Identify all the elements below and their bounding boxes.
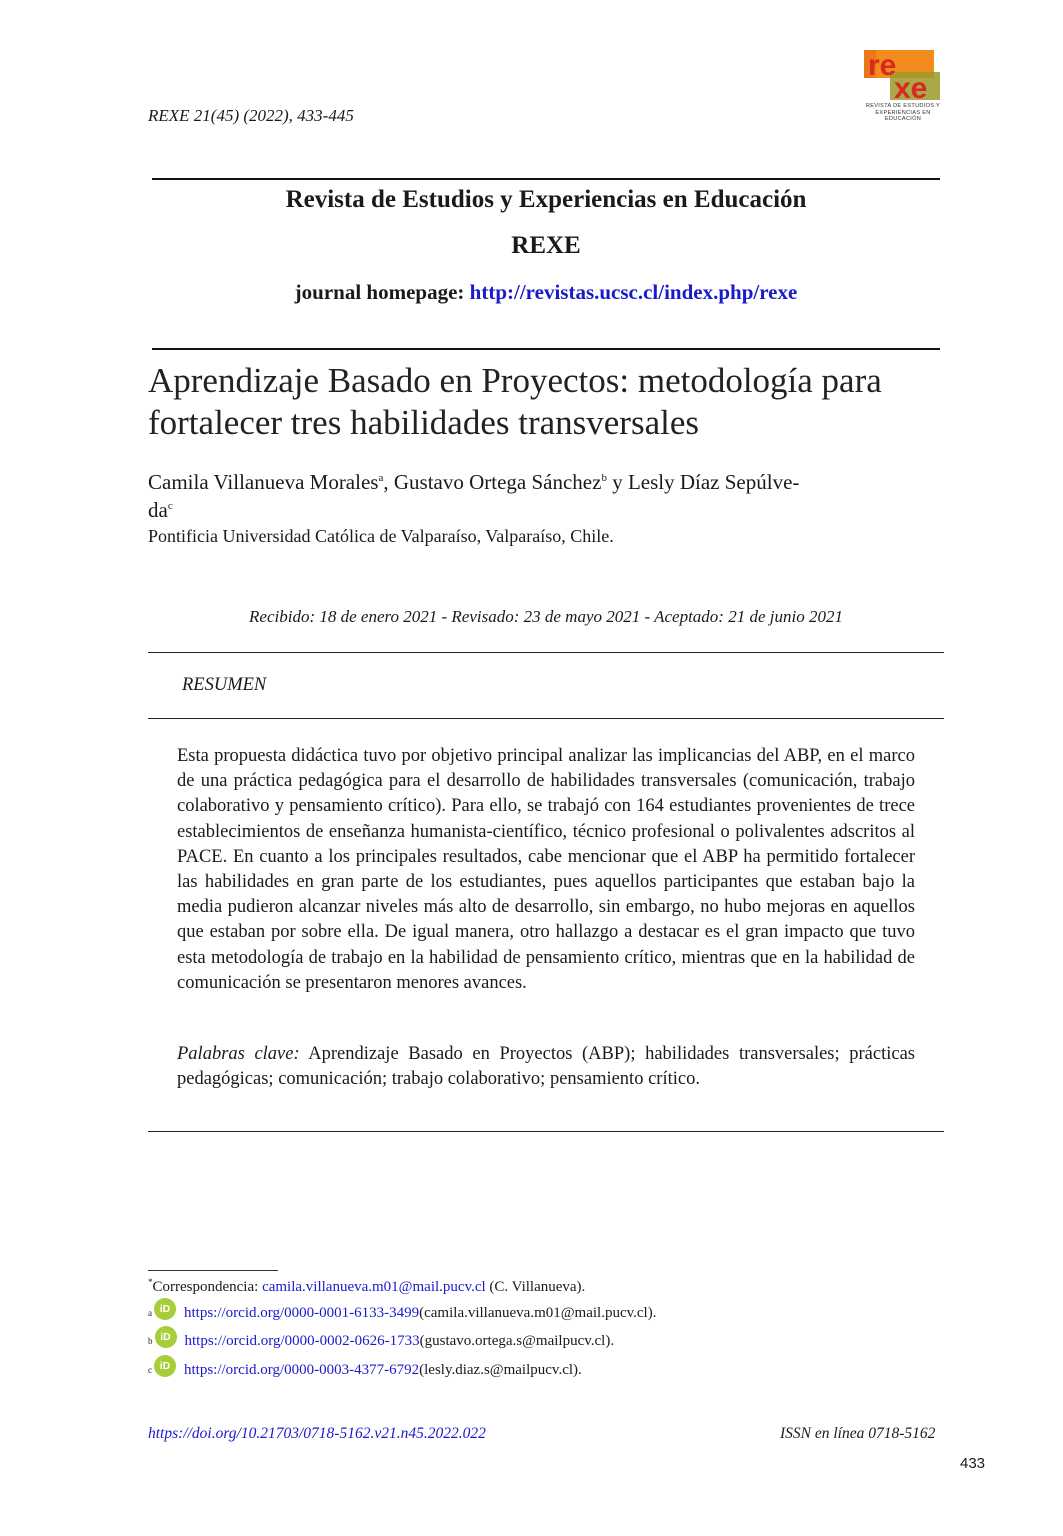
correspondence-email[interactable]: camila.villanueva.m01@mail.pucv.cl xyxy=(262,1279,486,1295)
author-1: Camila Villanueva Morales xyxy=(148,470,379,494)
journal-name: Revista de Estudios y Experiencias en Educación xyxy=(285,186,807,213)
keywords-label: Palabras clave: xyxy=(177,1044,300,1064)
correspondence-label: Correspondencia: xyxy=(152,1279,263,1295)
orcid-link-a[interactable]: https://orcid.org/0000-0001-6133-3499 xyxy=(184,1305,420,1321)
page-number: 433 xyxy=(960,1455,986,1472)
abstract-text: Esta propuesta didáctica tuvo por objetivo principal analizar las implicancias del ABP, en el marco de una práctica pedagógica para el desarrollo de habilidades transversales (comunicación, trabajo colaborativo y pensamiento crítico). Para ello, se trabajó con 164 estudiantes provenientes de trece establecimientos de enseñanza humanista-científico, técnico profesional o polivalentes adscritos al PACE. En cuanto a los principales resultados, cabe mencionar que el ABP ha permitido fortalecer las habilidades en gran parte de los estudiantes, pues aquellos participantes que estaban bajo la media pudieron alcanzar niveles más alto de desarrollo, sin embargo, no hubo mejoras en aquellos que estaban por sobre ella. De igual manera, otro hallazgo a destacar es el gran impacto que tuvo esta metodología de trabajo en la habilidad de pensamiento crítico, mientras que en la habilidad de comunicación se presentaron menores avances. xyxy=(177,746,915,993)
orcid-icon: iD xyxy=(155,1326,177,1348)
author-3: Lesly Díaz Sepúlve- xyxy=(627,470,800,494)
logo-letters-top: re xyxy=(868,49,897,82)
header-rule-bottom xyxy=(152,348,940,350)
rexe-logo xyxy=(858,48,948,120)
orcid-icon: iD xyxy=(154,1355,176,1377)
abstract-rule-bottom xyxy=(148,1131,944,1132)
issn: ISSN en línea 0718-5162 xyxy=(780,1425,936,1442)
orcid-note-a xyxy=(148,1302,656,1324)
abstract-heading: RESUMEN xyxy=(182,675,267,695)
correspondence-name: (C. Villanueva). xyxy=(485,1279,586,1295)
keywords-list: Aprendizaje Basado en Proyectos (ABP); habilidades transversales; prácticas pedagógicas; comunicación; trabajo colaborativo; pensamiento crítico. xyxy=(177,1044,916,1090)
logo-subtitle: REVISTA DE ESTUDIOS Y EXPERIENCIAS EN EDUCACIÓN xyxy=(865,103,941,122)
author-1-mark: a xyxy=(378,472,384,484)
orcid-icon: iD xyxy=(154,1298,176,1320)
dates-rule xyxy=(148,652,944,653)
homepage-link[interactable]: http://revistas.ucsc.cl/index.php/rexe xyxy=(469,280,798,304)
affiliation: Pontificia Universidad Católica de Valparaíso, Valparaíso, Chile. xyxy=(148,526,614,546)
orcid-email-b: (gustavo.ortega.s@mailpucv.cl). xyxy=(419,1333,615,1349)
rexe-logo-mark xyxy=(858,48,948,104)
orcid-mark-a: a xyxy=(148,1308,152,1318)
doi xyxy=(148,1425,486,1443)
author-sep-2: y xyxy=(606,470,628,494)
logo-letters-bottom: xe xyxy=(894,72,928,104)
orcid-note-b xyxy=(148,1330,614,1352)
author-2-mark: b xyxy=(601,472,607,484)
orcid-mark-b: b xyxy=(148,1336,153,1346)
orcid-mark-c: c xyxy=(148,1365,152,1375)
journal-citation: REXE 21(45) (2022), 433-445 xyxy=(148,106,354,125)
author-3-continued: da xyxy=(148,498,168,522)
correspondence-note xyxy=(148,1277,585,1297)
orcid-link-b[interactable]: https://orcid.org/0000-0002-0626-1733 xyxy=(184,1333,420,1349)
author-3-mark: c xyxy=(167,500,173,512)
orcid-email-c: (lesly.diaz.s@mailpucv.cl). xyxy=(419,1362,582,1378)
keywords xyxy=(177,1042,915,1092)
footnote-rule xyxy=(148,1270,278,1271)
author-2: Gustavo Ortega Sánchez xyxy=(393,470,602,494)
orcid-link-c[interactable]: https://orcid.org/0000-0003-4377-6792 xyxy=(184,1362,420,1378)
doi-link[interactable]: https://doi.org/10.21703/0718-5162.v21.n45.2022.022 xyxy=(148,1425,486,1442)
header-rule-top xyxy=(152,178,940,180)
author-sep-1: , xyxy=(383,470,394,494)
author-list xyxy=(148,468,944,524)
title-line-1: Aprendizaje Basado en Proyectos: metodología para xyxy=(148,361,882,400)
orcid-note-c xyxy=(148,1359,582,1381)
abstract-rule-top xyxy=(148,718,944,719)
journal-homepage xyxy=(148,280,944,305)
article-title xyxy=(148,360,948,444)
homepage-label: journal homepage: xyxy=(294,280,465,304)
orcid-email-a: (camila.villanueva.m01@mail.pucv.cl). xyxy=(419,1305,657,1321)
received-dates: Recibido: 18 de enero 2021 - Revisado: 23 de mayo 2021 - Aceptado: 21 de junio 2021 xyxy=(249,607,843,626)
title-line-2: fortalecer tres habilidades transversales xyxy=(148,403,699,442)
journal-abbreviation: REXE xyxy=(511,232,581,259)
correspondence-mark: * xyxy=(148,1277,153,1287)
